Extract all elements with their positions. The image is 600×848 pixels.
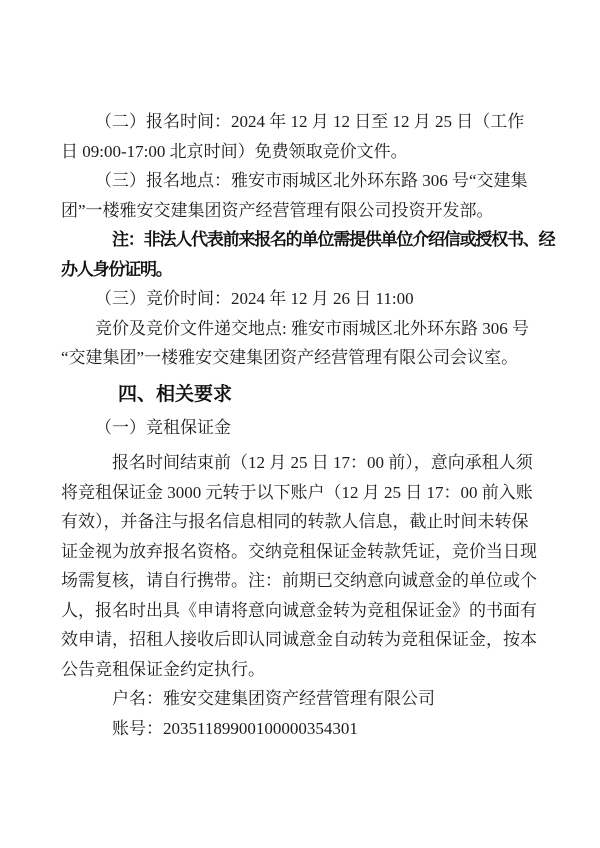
text-line: 人，报名时出具《申请将意向诚意金转为竞租保证金》的书面有 [61, 600, 537, 620]
text-line: （一）竞租保证金 [95, 417, 231, 437]
text-line: 证金视为放弃报名资格。交纳竞租保证金转款凭证，竞价当日现 [61, 541, 537, 561]
document-body [61, 107, 555, 743]
text-line: 户名：雅安交建集团资产经营管理有限公司 [112, 689, 435, 708]
text-line: 竞价及竞价文件递交地点: 雅安市雨城区北外环东路 306 号 [95, 318, 529, 338]
text-line: 公告竞租保证金约定执行。 [61, 659, 265, 679]
text-line: 报名时间结束前（12 月 25 日 17：00 前），意向承租人须 [112, 453, 533, 472]
text-line: 日 09:00-17:00 北京时间）免费领取竞价文件。 [61, 141, 408, 161]
text-line: （三）竞价时间：2024 年 12 月 26 日 11:00 [95, 289, 414, 308]
text-line: 注：非法人代表前来报名的单位需提供单位介绍信或授权书、经 [112, 230, 555, 249]
text-line: “交建集团”一楼雅安交建集团资产经营管理有限公司会议室。 [61, 348, 519, 367]
text-line: 有效），并备注与报名信息相同的转款人信息，截止时间未转保 [61, 512, 529, 531]
text-line: （三）报名地点：雅安市雨城区北外环东路 306 号“交建集 [95, 171, 528, 190]
text-line: 将竞租保证金 3000 元转于以下账户（12 月 25 日 17：00 前入账 [61, 482, 533, 502]
section-heading: 四、相关要求 [118, 383, 233, 405]
text-line: 效申请，招租人接收后即认同诚意金自动转为竞租保证金，按本 [61, 630, 537, 649]
text-line: （二）报名时间：2024 年 12 月 12 日至 12 月 25 日（工作 [95, 112, 525, 131]
text-line: 办人身份证明。 [61, 259, 172, 279]
text-line: 场需复核，请自行携带。注：前期已交纳意向诚意金的单位或个 [61, 571, 537, 590]
text-line: 团”一楼雅安交建集团资产经营管理有限公司投资开发部。 [61, 200, 494, 220]
text-line: 账号：20351189900100000354301 [112, 718, 358, 738]
